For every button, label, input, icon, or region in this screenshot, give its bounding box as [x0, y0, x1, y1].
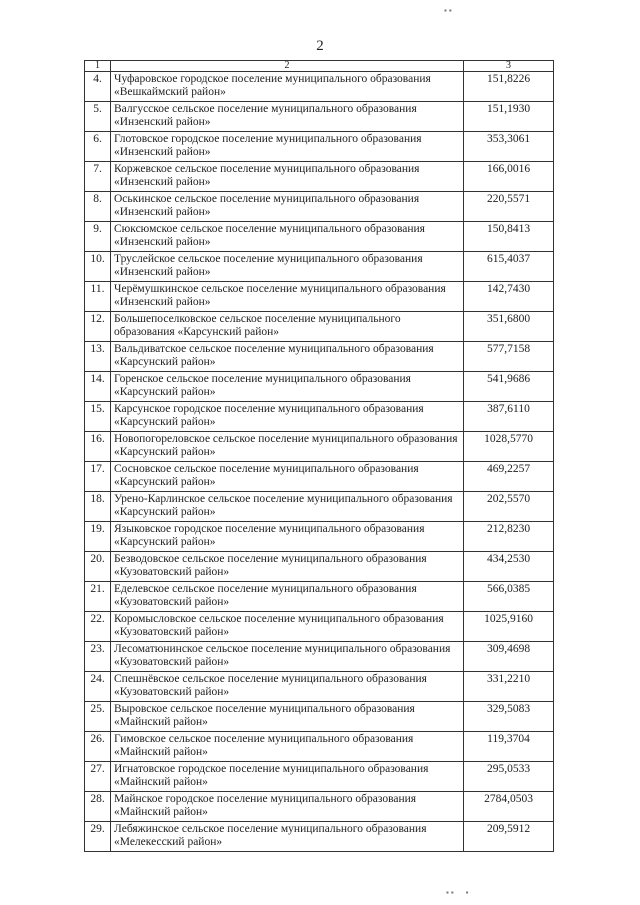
table-row: [85, 342, 554, 372]
municipal-table: [84, 60, 554, 852]
row-value: 295,0533: [464, 762, 554, 792]
row-number: 25.: [85, 702, 111, 732]
table-row: [85, 462, 554, 492]
table-row: [85, 192, 554, 222]
row-value: 220,5571: [464, 192, 554, 222]
row-name: Языковское городское поселение муниципального образования «Карсунский район»: [111, 522, 464, 552]
table-row: [85, 762, 554, 792]
row-number: 8.: [85, 192, 111, 222]
row-number: 13.: [85, 342, 111, 372]
table-row: [85, 612, 554, 642]
row-number: 24.: [85, 672, 111, 702]
row-name: Чуфаровское городское поселение муниципального образования «Вешкаймский район»: [111, 72, 464, 102]
row-number: 28.: [85, 792, 111, 822]
row-name: Труслейское сельское поселение муниципального образования «Инзенский район»: [111, 252, 464, 282]
table-row: [85, 252, 554, 282]
table-row: [85, 372, 554, 402]
row-value: 469,2257: [464, 462, 554, 492]
row-number: 19.: [85, 522, 111, 552]
table-row: [85, 792, 554, 822]
row-number: 20.: [85, 552, 111, 582]
row-name: Лебяжинское сельское поселение муниципального образования «Мелекесский район»: [111, 822, 464, 852]
table-row: [85, 312, 554, 342]
row-name: Сосновское сельское поселение муниципального образования «Карсунский район»: [111, 462, 464, 492]
table-row: [85, 552, 554, 582]
table-row: [85, 642, 554, 672]
row-value: 151,8226: [464, 72, 554, 102]
table-row: [85, 132, 554, 162]
row-name: Гимовское сельское поселение муниципального образования «Майнский район»: [111, 732, 464, 762]
row-number: 5.: [85, 102, 111, 132]
row-name: Большепоселковское сельское поселение муниципального образования «Карсунский район»: [111, 312, 464, 342]
row-number: 29.: [85, 822, 111, 852]
row-number: 15.: [85, 402, 111, 432]
table-row: [85, 222, 554, 252]
table-row: [85, 72, 554, 102]
row-value: 202,5570: [464, 492, 554, 522]
row-name: Черёмушкинское сельское поселение муниципального образования «Инзенский район»: [111, 282, 464, 312]
row-value: 166,0016: [464, 162, 554, 192]
row-name: Майнское городское поселение муниципального образования «Майнский район»: [111, 792, 464, 822]
row-value: 434,2530: [464, 552, 554, 582]
row-name: Коромысловское сельское поселение муниципального образования «Кузоватовский район»: [111, 612, 464, 642]
table-row: [85, 822, 554, 852]
row-value: 209,5912: [464, 822, 554, 852]
row-name: Игнатовское городское поселение муниципального образования «Майнский район»: [111, 762, 464, 792]
row-value: 150,8413: [464, 222, 554, 252]
row-name: Глотовское городское поселение муниципального образования «Инзенский район»: [111, 132, 464, 162]
table-row: [85, 672, 554, 702]
table-row: [85, 732, 554, 762]
row-value: 387,6110: [464, 402, 554, 432]
row-value: 577,7158: [464, 342, 554, 372]
row-value: 1028,5770: [464, 432, 554, 462]
row-number: 26.: [85, 732, 111, 762]
header-col-2: 2: [111, 61, 464, 72]
row-value: 353,3061: [464, 132, 554, 162]
row-number: 10.: [85, 252, 111, 282]
row-number: 11.: [85, 282, 111, 312]
row-number: 22.: [85, 612, 111, 642]
row-number: 14.: [85, 372, 111, 402]
row-name: Выровское сельское поселение муниципального образования «Майнский район»: [111, 702, 464, 732]
table-row: [85, 162, 554, 192]
scan-artifact-bottom: ▪ ▪ ▪: [446, 888, 469, 897]
row-value: 1025,9160: [464, 612, 554, 642]
row-name: Карсунское городское поселение муниципального образования «Карсунский район»: [111, 402, 464, 432]
row-value: 142,7430: [464, 282, 554, 312]
row-number: 16.: [85, 432, 111, 462]
row-number: 17.: [85, 462, 111, 492]
row-name: Новопогореловское сельское поселение муниципального образования «Карсунский район»: [111, 432, 464, 462]
row-name: Оськинское сельское поселение муниципального образования «Инзенский район»: [111, 192, 464, 222]
row-name: Валгусское сельское поселение муниципального образования «Инзенский район»: [111, 102, 464, 132]
row-value: 351,6800: [464, 312, 554, 342]
row-name: Вальдиватское сельское поселение муниципального образования «Карсунский район»: [111, 342, 464, 372]
row-name: Спешнёвское сельское поселение муниципального образования «Кузоватовский район»: [111, 672, 464, 702]
header-col-3: 3: [464, 61, 554, 72]
row-value: 309,4698: [464, 642, 554, 672]
row-number: 7.: [85, 162, 111, 192]
table-row: [85, 492, 554, 522]
row-value: 151,1930: [464, 102, 554, 132]
row-value: 541,9686: [464, 372, 554, 402]
row-name: Коржевское сельское поселение муниципального образования «Инзенский район»: [111, 162, 464, 192]
row-value: 212,8230: [464, 522, 554, 552]
row-value: 119,3704: [464, 732, 554, 762]
row-value: 566,0385: [464, 582, 554, 612]
table-row: [85, 102, 554, 132]
row-name: Безводовское сельское поселение муниципального образования «Кузоватовский район»: [111, 552, 464, 582]
row-value: 615,4037: [464, 252, 554, 282]
row-name: Еделевское сельское поселение муниципального образования «Кузоватовский район»: [111, 582, 464, 612]
table-row: [85, 582, 554, 612]
table-row: [85, 432, 554, 462]
table-row: [85, 282, 554, 312]
row-value: 331,2210: [464, 672, 554, 702]
table-header-row: [85, 61, 554, 72]
row-number: 12.: [85, 312, 111, 342]
row-number: 4.: [85, 72, 111, 102]
row-number: 27.: [85, 762, 111, 792]
header-col-1: 1: [85, 61, 111, 72]
row-name: Горенское сельское поселение муниципального образования «Карсунский район»: [111, 372, 464, 402]
table-row: [85, 702, 554, 732]
table-row: [85, 402, 554, 432]
row-name: Сюксюмское сельское поселение муниципального образования «Инзенский район»: [111, 222, 464, 252]
row-number: 18.: [85, 492, 111, 522]
row-value: 2784,0503: [464, 792, 554, 822]
row-number: 9.: [85, 222, 111, 252]
row-number: 21.: [85, 582, 111, 612]
scan-artifact-top: ▪ ▪: [444, 6, 452, 15]
row-number: 23.: [85, 642, 111, 672]
row-name: Лесоматюнинское сельское поселение муниципального образования «Кузоватовский район»: [111, 642, 464, 672]
page-number: 2: [316, 38, 324, 54]
row-name: Урено-Карлинское сельское поселение муниципального образования «Карсунский район»: [111, 492, 464, 522]
row-value: 329,5083: [464, 702, 554, 732]
table-row: [85, 522, 554, 552]
row-number: 6.: [85, 132, 111, 162]
